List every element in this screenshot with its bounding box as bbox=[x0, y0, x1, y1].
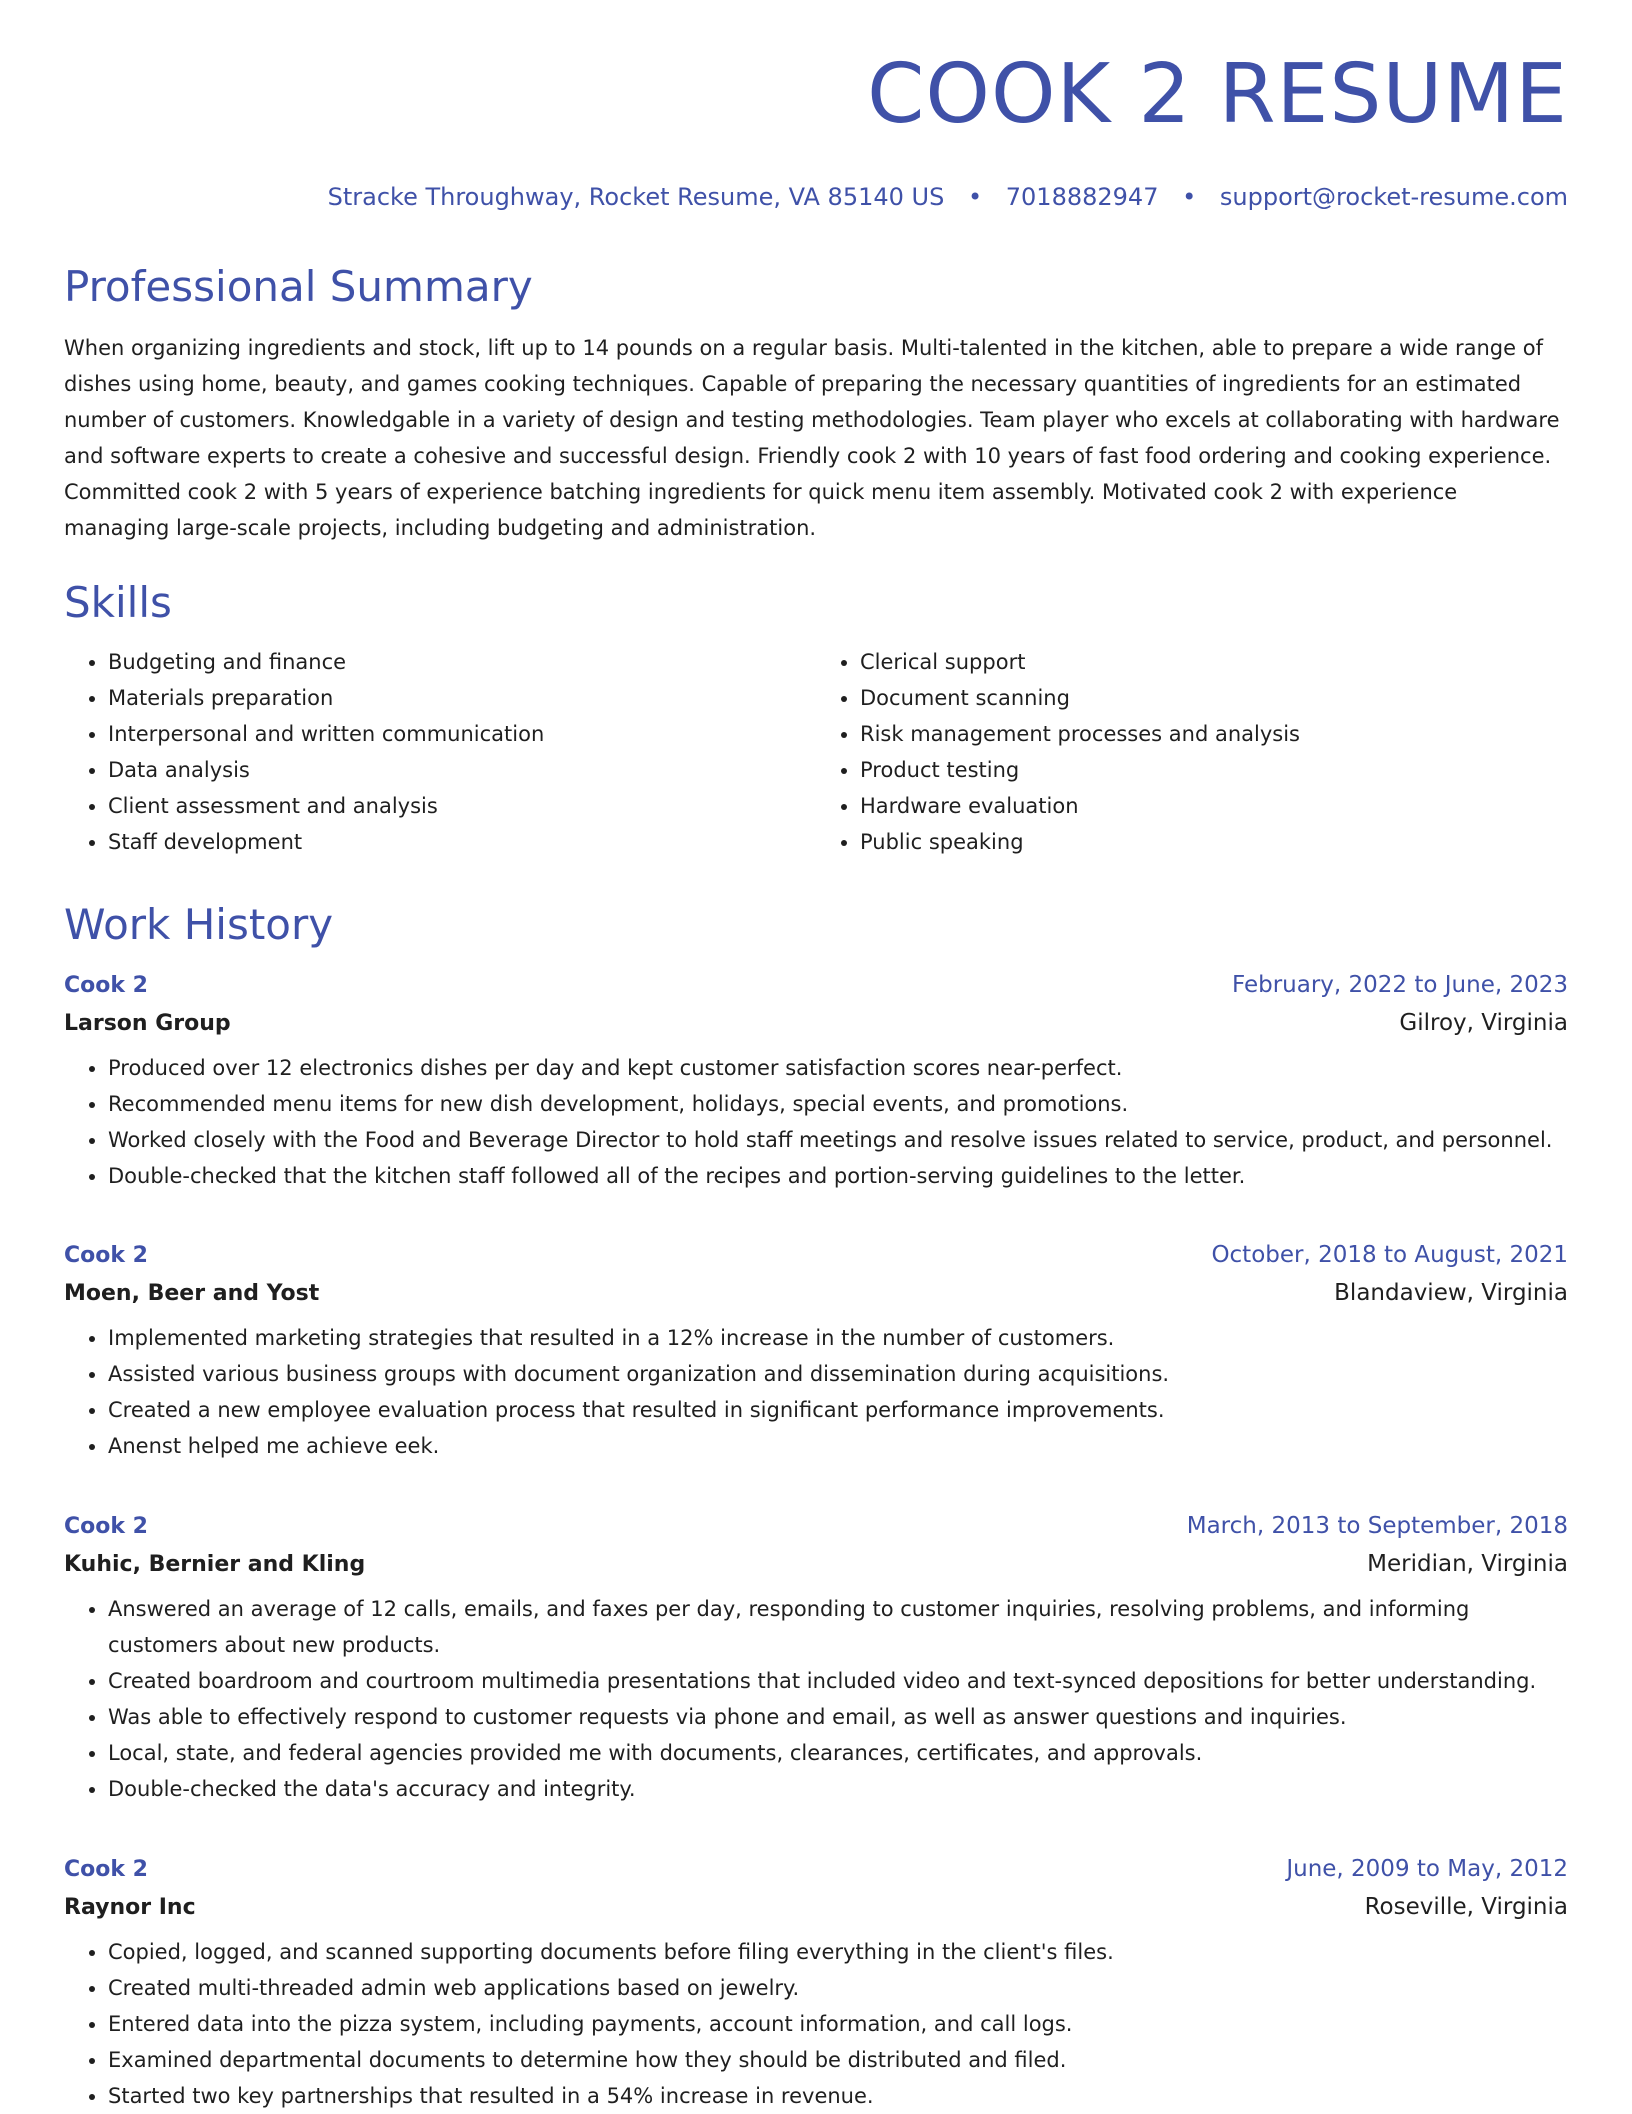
job-bullet: • Implemented marketing strategies that resulted in a 12% increase in the number of customers. bbox=[108, 1320, 1568, 1356]
resume-title: COOK 2 RESUME bbox=[867, 47, 1568, 142]
job-subheader-row bbox=[64, 1010, 1568, 1036]
job-title: Cook 2 bbox=[64, 1514, 148, 1539]
job-dates: October, 2018 to August, 2021 bbox=[1211, 1242, 1568, 1268]
job-bullets bbox=[64, 1591, 1568, 1807]
contact-line bbox=[328, 183, 1568, 211]
contact-email: support@rocket-resume.com bbox=[1219, 183, 1568, 211]
job-bullet: • Double-checked the data's accuracy and integrity. bbox=[108, 1771, 1568, 1807]
job-bullet: • Local, state, and federal agencies provided me with documents, clearances, certificates, and approvals. bbox=[108, 1735, 1568, 1771]
job-company: Moen, Beer and Yost bbox=[64, 1281, 320, 1306]
job-bullet: • Entered data into the pizza system, including payments, account information, and call logs. bbox=[108, 2006, 1568, 2042]
job-location: Gilroy, Virginia bbox=[1399, 1010, 1568, 1036]
skills-section bbox=[64, 578, 1568, 860]
job-title: Cook 2 bbox=[64, 1243, 148, 1268]
skill-item: • Interpersonal and written communication bbox=[108, 716, 816, 752]
contact-separator: • bbox=[967, 183, 983, 211]
job-subheader-row bbox=[64, 1551, 1568, 1577]
job-bullet: • Created multi-threaded admin web applications based on jewelry. bbox=[108, 1970, 1568, 2006]
job-title: Cook 2 bbox=[64, 1857, 148, 1882]
job-bullet: • Assisted various business groups with document organization and dissemination during acquisitions. bbox=[108, 1356, 1568, 1392]
job-dates: June, 2009 to May, 2012 bbox=[1286, 1856, 1568, 1882]
job-dates: March, 2013 to September, 2018 bbox=[1186, 1513, 1568, 1539]
skill-item: • Data analysis bbox=[108, 752, 816, 788]
job-company: Larson Group bbox=[64, 1011, 231, 1036]
job-bullet: • Double-checked that the kitchen staff followed all of the recipes and portion-serving guidelines to the letter. bbox=[108, 1158, 1568, 1194]
job-header-row bbox=[64, 1513, 1568, 1539]
job-bullet: • Answered an average of 12 calls, emails, and faxes per day, responding to customer inquiries, resolving problems, and informing customers about new products. bbox=[108, 1591, 1568, 1663]
job-bullet: • Produced over 12 electronics dishes per day and kept customer satisfaction scores near-perfect. bbox=[108, 1050, 1568, 1086]
skill-item: • Public speaking bbox=[860, 824, 1568, 860]
skill-item: • Clerical support bbox=[860, 644, 1568, 680]
job-entry bbox=[64, 1513, 1568, 1807]
job-entry bbox=[64, 1856, 1568, 2114]
skills-list-right bbox=[816, 644, 1568, 860]
skills-list-left bbox=[64, 644, 816, 860]
work-history-heading: Work History bbox=[64, 900, 334, 949]
skill-item: • Staff development bbox=[108, 824, 816, 860]
job-bullets bbox=[64, 1934, 1568, 2114]
work-history-section bbox=[64, 900, 1568, 949]
job-bullet: • Started two key partnerships that resulted in a 54% increase in revenue. bbox=[108, 2078, 1568, 2114]
skill-item: • Materials preparation bbox=[108, 680, 816, 716]
skills-heading: Skills bbox=[64, 578, 172, 627]
skills-grid bbox=[64, 644, 1568, 860]
summary-section bbox=[64, 262, 1568, 546]
skill-item: • Document scanning bbox=[860, 680, 1568, 716]
job-location: Meridian, Virginia bbox=[1367, 1551, 1568, 1577]
job-subheader-row bbox=[64, 1894, 1568, 1920]
job-bullet: • Examined departmental documents to determine how they should be distributed and filed. bbox=[108, 2042, 1568, 2078]
job-location: Roseville, Virginia bbox=[1364, 1894, 1568, 1920]
contact-address: Stracke Throughway, Rocket Resume, VA 85140 US bbox=[327, 183, 945, 211]
job-header-row bbox=[64, 1242, 1568, 1268]
job-header-row bbox=[64, 972, 1568, 998]
summary-text: When organizing ingredients and stock, lift up to 14 pounds on a regular basis. Multi-talented in the kitchen, able to prepare a wide range of dishes using home, beauty, and games cooking techniques. Capable of preparing the necessary quantities of ingredients for an estimated number of customers. Knowledgable in a variety of design and testing methodologies. Team player who excels at collaborating with hardware and software experts to create a cohesive and successful design. Friendly cook 2 with 10 years of fast food ordering and cooking experience. Committed cook 2 with 5 years of experience batching ingredients for quick menu item assembly. Motivated cook 2 with experience managing large-scale projects, including budgeting and administration. bbox=[64, 336, 1560, 540]
job-company: Kuhic, Bernier and Kling bbox=[64, 1552, 366, 1577]
job-title: Cook 2 bbox=[64, 973, 148, 998]
job-bullets bbox=[64, 1320, 1568, 1464]
job-bullet: • Worked closely with the Food and Beverage Director to hold staff meetings and resolve issues related to service, product, and personnel. bbox=[108, 1122, 1568, 1158]
skill-item: • Budgeting and finance bbox=[108, 644, 816, 680]
skill-item: • Risk management processes and analysis bbox=[860, 716, 1568, 752]
contact-separator: • bbox=[1182, 183, 1197, 211]
job-bullet: • Created boardroom and courtroom multimedia presentations that included video and text-synced depositions for better understanding. bbox=[108, 1663, 1568, 1699]
job-company: Raynor Inc bbox=[64, 1895, 196, 1920]
job-dates: February, 2022 to June, 2023 bbox=[1231, 972, 1568, 998]
job-entry bbox=[64, 1242, 1568, 1464]
job-bullet: • Recommended menu items for new dish development, holidays, special events, and promotions. bbox=[108, 1086, 1568, 1122]
skill-item: • Hardware evaluation bbox=[860, 788, 1568, 824]
contact-phone: 7018882947 bbox=[1005, 183, 1159, 211]
job-bullet: • Copied, logged, and scanned supporting documents before filing everything in the client's files. bbox=[108, 1934, 1568, 1970]
job-header-row bbox=[64, 1856, 1568, 1882]
skill-item: • Product testing bbox=[860, 752, 1568, 788]
job-subheader-row bbox=[64, 1280, 1568, 1306]
job-location: Blandaview, Virginia bbox=[1334, 1280, 1568, 1306]
job-bullet: • Was able to effectively respond to customer requests via phone and email, as well as answer questions and inquiries. bbox=[108, 1699, 1568, 1735]
job-bullet: • Created a new employee evaluation process that resulted in significant performance improvements. bbox=[108, 1392, 1568, 1428]
summary-heading: Professional Summary bbox=[64, 262, 533, 311]
skill-item: • Client assessment and analysis bbox=[108, 788, 816, 824]
job-entry bbox=[64, 972, 1568, 1194]
job-bullets bbox=[64, 1050, 1568, 1194]
job-bullet: • Anenst helped me achieve eek. bbox=[108, 1428, 1568, 1464]
